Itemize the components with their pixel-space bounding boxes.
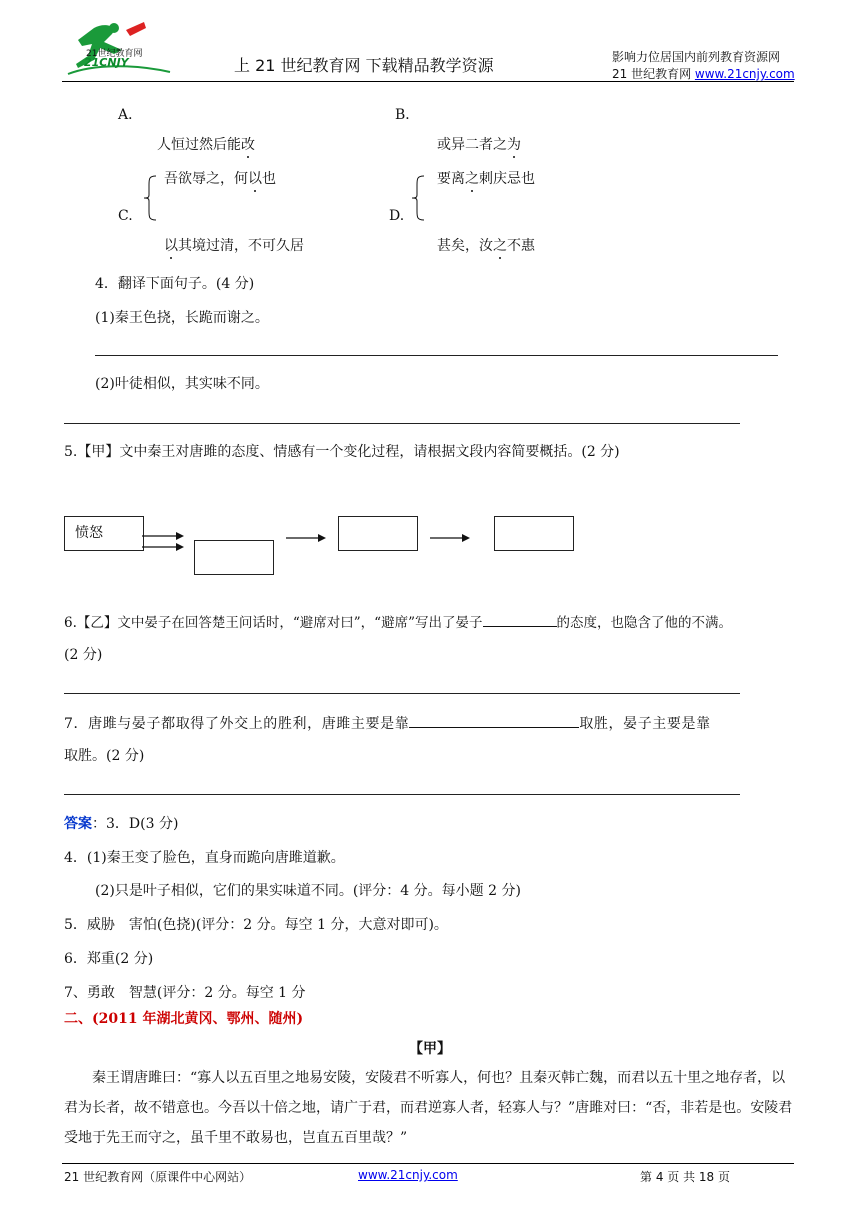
logo-text-bottom: 21CNJY bbox=[84, 56, 129, 69]
option-a-text: 人恒过然后能改 bbox=[157, 137, 255, 153]
footer-left: 21 世纪教育网（原课件中心网站） bbox=[64, 1170, 252, 1184]
option-a-label: A． bbox=[118, 107, 143, 123]
answer-label: 答案 bbox=[64, 816, 92, 832]
q6-answer-line bbox=[64, 693, 740, 694]
option-d-line1: 要离之刺庆忌也 bbox=[437, 171, 535, 187]
answer-7: 7、勇敢 智慧(评分：2 分。每空 1 分 bbox=[64, 985, 306, 1001]
answer-6: 6．郑重(2 分) bbox=[64, 951, 154, 967]
brace-c-icon bbox=[143, 175, 157, 221]
section-2-subtitle: 【甲】 bbox=[409, 1041, 451, 1057]
option-c-label: C. bbox=[118, 208, 133, 224]
option-d-label: D. bbox=[389, 208, 405, 224]
q5-box-blank-3[interactable] bbox=[494, 516, 574, 551]
q6-blank[interactable] bbox=[483, 612, 557, 627]
logo-text-top: 21世纪教育网 bbox=[86, 49, 143, 59]
arrows-icon bbox=[142, 528, 184, 552]
arrow-right-icon bbox=[286, 533, 326, 543]
q5-box-anger-text: 愤怒 bbox=[75, 525, 103, 541]
header-divider bbox=[62, 81, 794, 82]
footer-divider bbox=[62, 1163, 794, 1164]
q6-stem: 6.【乙】文中晏子在回答楚王问话时，“避席对曰”，“避席”写出了晏子 的态度，也隐含了他的不满。 bbox=[64, 612, 732, 632]
brace-d-icon bbox=[411, 175, 425, 221]
q4-sentence-1: (1)秦王色挠，长跪而谢之。 bbox=[95, 310, 269, 326]
header-slogan: 影响力位居国内前列教育资源网 bbox=[612, 50, 781, 64]
q5-stem: 5.【甲】文中秦王对唐雎的态度、情感有一个变化过程，请根据文段内容简要概括。(2 分) bbox=[64, 444, 620, 460]
option-c-line1: 吾欲辱之，何以也 bbox=[164, 171, 276, 187]
q6-score: (2 分) bbox=[64, 647, 103, 663]
arrow-right-icon bbox=[430, 533, 470, 543]
header-site bbox=[612, 65, 795, 82]
answer-4-1: 4．(1)秦王变了脸色，直身而跪向唐雎道歉。 bbox=[64, 850, 345, 866]
header-site-link[interactable]: www.21cnjy.com bbox=[694, 67, 795, 81]
q4-stem: 4．翻译下面句子。(4 分) bbox=[95, 276, 255, 292]
section-2-title: 二、(2011 年湖北黄冈、鄂州、随州) bbox=[64, 1011, 304, 1027]
q7-blank[interactable] bbox=[409, 713, 579, 728]
header-site-prefix: 21 世纪教育网 bbox=[612, 67, 695, 81]
header-title: 上 21 世纪教育网 下载精品教学资源 bbox=[234, 56, 494, 75]
q5-box-blank-2[interactable] bbox=[338, 516, 418, 551]
q7-answer-line bbox=[64, 794, 740, 795]
q4-answer-line-2 bbox=[64, 423, 740, 424]
option-c-line2: 以其境过清，不可久居 bbox=[164, 238, 304, 254]
q4-sentence-2: (2)叶徒相似，其实味不同。 bbox=[95, 376, 269, 392]
q4-answer-line-1 bbox=[95, 355, 778, 356]
q5-box-blank-1[interactable] bbox=[194, 540, 274, 575]
q7-stem: 7．唐雎与晏子都取得了外交上的胜利，唐雎主要是靠 取胜，晏子主要是靠 bbox=[64, 713, 711, 733]
answer-4-2: (2)只是叶子相似，它们的果实味道不同。(评分：4 分。每小题 2 分) bbox=[95, 883, 521, 899]
option-b-text: 或异二者之为 bbox=[437, 137, 521, 153]
answer-3: 答案：3．D(3 分) bbox=[64, 816, 179, 832]
option-d-line2: 甚矣，汝之不惠 bbox=[437, 238, 535, 254]
q5-box-anger bbox=[64, 516, 144, 551]
section-2-passage: 秦王谓唐雎曰：“寡人以五百里之地易安陵，安陵君不听寡人，何也？且秦灭韩亡魏，而君以五十里之地存者，以君为长者，故不错意也。今吾以十倍之地，请广于君，而君逆寡人者，轻寡人与？”唐雎对曰：“否，非若是也。安陵君受地于先王而守之，虽千里不敢易也，岂直五百里哉？” bbox=[64, 1070, 793, 1146]
option-b-label: B． bbox=[395, 107, 420, 123]
footer-page: 第 4 页 共 18 页 bbox=[640, 1170, 730, 1184]
answer-5: 5．威胁 害怕(色挠)(评分：2 分。每空 1 分，大意对即可)。 bbox=[64, 917, 448, 933]
q7-line2: 取胜。(2 分) bbox=[64, 748, 145, 764]
footer-link[interactable]: www.21cnjy.com bbox=[358, 1168, 458, 1182]
